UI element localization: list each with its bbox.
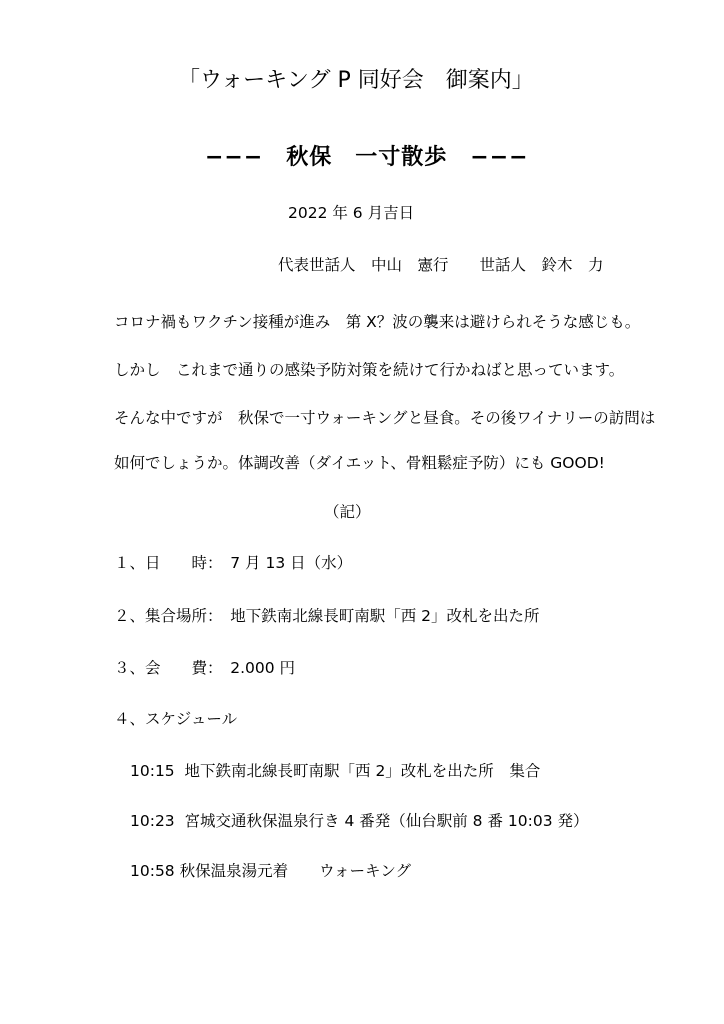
notice-item-schedule: ４、スケジュール [114,710,238,728]
paragraph-line: 如何でしょうか。体調改善（ダイエット、骨粗鬆症予防）にも GOOD! [114,454,605,472]
page-subtitle: −−− 秋保 一寸散歩 −−− [205,145,529,170]
organizers: 代表世話人 中山 憲行 世話人 鈴木 力 [278,256,604,274]
paragraph-line: そんな中ですが 秋保で一寸ウォーキングと昼食。その後ワイナリーの訪問は [114,409,656,427]
paragraph-line: しかし これまで通りの感染予防対策を続けて行かねばと思っています。 [114,361,625,379]
schedule-item: 10:23 宮城交通秋保温泉行き 4 番発（仙台駅前 8 番 10:03 発） [130,812,589,830]
issue-date: 2022 年 6 月吉日 [288,204,415,222]
page-title: 「ウォーキング P 同好会 御案内」 [178,68,534,93]
notice-item-date: １、日 時： 7 月 13 日（水） [114,554,353,572]
notice-heading: （記） [324,503,371,521]
paragraph-line: コロナ禍もワクチン接種が進み 第 X？波の襲来は避けられそうな感じも。 [114,313,641,331]
schedule-item: 10:15 地下鉄南北線長町南駅「西 2」改札を出た所 集合 [130,762,541,780]
notice-item-fee: ３、会 費： 2.000 円 [114,659,296,677]
notice-item-meeting-place: ２、集合場所： 地下鉄南北線長町南駅「西 2」改札を出た所 [114,607,540,625]
schedule-item: 10:58 秋保温泉湯元着 ウォーキング [130,862,412,880]
